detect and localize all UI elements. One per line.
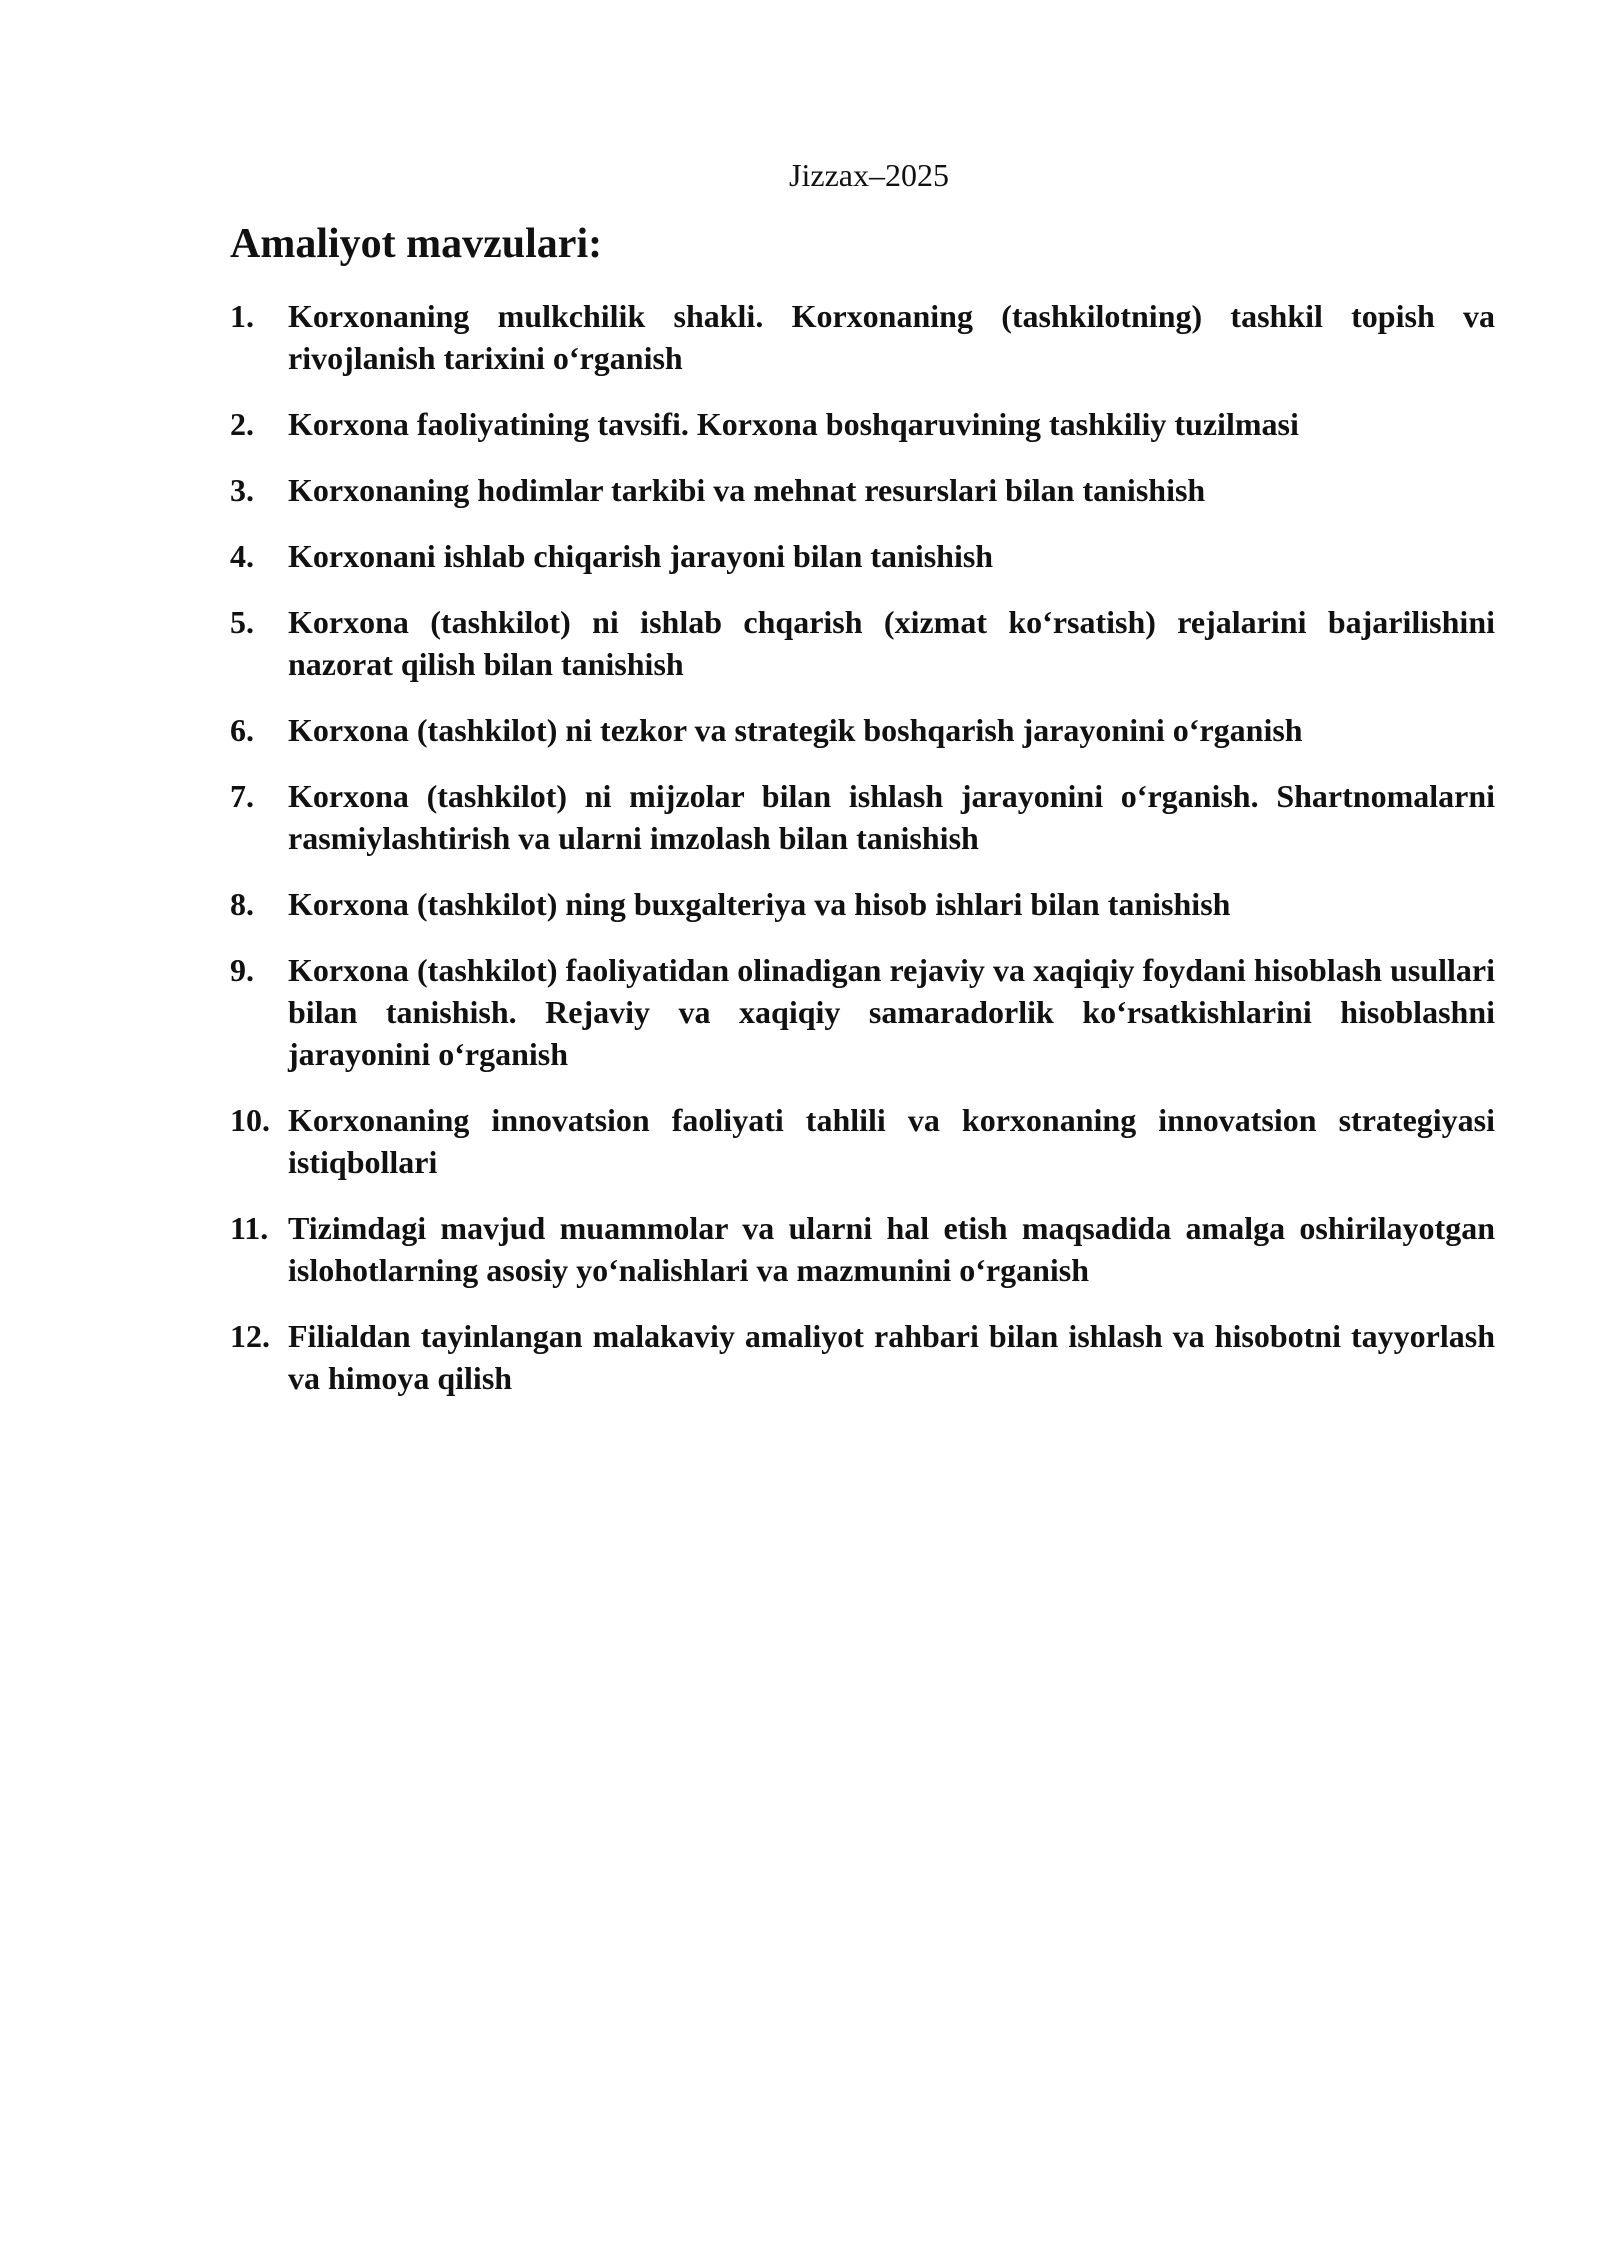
topic-text: Filialdan tayinlangan malakaviy amaliyot rahbari bilan ishlash va hisobotni tayyorlash va himoya qilish — [288, 1318, 1495, 1396]
city-year-line: Jizzax–2025 — [789, 157, 949, 193]
topic-text: Korxonaning mulkchilik shakli. Korxonaning (tashkilotning) tashkil topish va rivojlanish tarixini oʻrganish — [288, 298, 1495, 376]
topics-list — [230, 295, 1495, 1423]
topic-text: Korxona (tashkilot) ning buxgalteriya va hisob ishlari bilan tanishish — [288, 886, 1231, 922]
topic-text: Korxona (tashkilot) ni mijzolar bilan ishlash jarayonini oʻrganish. Shartnomalarni rasmiylashtirish va ularni imzolash bilan tanishish — [288, 778, 1495, 856]
topic-item — [230, 403, 1495, 445]
topic-item — [230, 949, 1495, 1075]
topic-text: Tizimdagi mavjud muammolar va ularni hal etish maqsadida amalga oshirilayotgan islohotlarning asosiy yoʻnalishlari va mazmunini oʻrganish — [288, 1210, 1495, 1288]
topic-number: 12. — [230, 1318, 270, 1354]
topic-number: 11. — [230, 1210, 269, 1246]
topic-text: Korxona faoliyatining tavsifi. Korxona boshqaruvining tashkiliy tuzilmasi — [288, 406, 1299, 442]
topic-item — [230, 883, 1495, 925]
topic-text: Korxona (tashkilot) faoliyatidan olinadigan rejaviy va xaqiqiy foydani hisoblash usullari bilan tanishish. Rejaviy va xaqiqiy samaradorlik koʻrsatkishlarini hisoblashni jarayonini oʻrganish — [288, 952, 1495, 1072]
topic-number: 8. — [230, 886, 254, 922]
topic-item — [230, 775, 1495, 859]
topic-text: Korxona (tashkilot) ni tezkor va strategik boshqarish jarayonini oʻrganish — [288, 712, 1303, 748]
topic-item — [230, 295, 1495, 379]
topic-number: 3. — [230, 472, 254, 508]
topic-item — [230, 709, 1495, 751]
topic-number: 9. — [230, 952, 254, 988]
topic-item — [230, 601, 1495, 685]
topic-text: Korxonaning hodimlar tarkibi va mehnat resurslari bilan tanishish — [288, 472, 1206, 508]
topic-item — [230, 1099, 1495, 1183]
topic-number: 4. — [230, 538, 254, 574]
topic-number: 5. — [230, 604, 254, 640]
topic-text: Korxonaning innovatsion faoliyati tahlili va korxonaning innovatsion strategiyasi istiqbollari — [288, 1102, 1495, 1180]
topic-number: 10. — [230, 1102, 270, 1138]
topic-text: Korxona (tashkilot) ni ishlab chqarish (xizmat koʻrsatish) rejalarini bajarilishini nazorat qilish bilan tanishish — [288, 604, 1495, 682]
topic-number: 1. — [230, 298, 254, 334]
topic-number: 2. — [230, 406, 254, 442]
section-title: Amaliyot mavzulari: — [230, 221, 603, 267]
topic-item — [230, 1315, 1495, 1399]
topic-item — [230, 535, 1495, 577]
topic-number: 7. — [230, 778, 254, 814]
topic-text: Korxonani ishlab chiqarish jarayoni bilan tanishish — [288, 538, 994, 574]
topic-item — [230, 1207, 1495, 1291]
topic-item — [230, 469, 1495, 511]
topic-number: 6. — [230, 712, 254, 748]
